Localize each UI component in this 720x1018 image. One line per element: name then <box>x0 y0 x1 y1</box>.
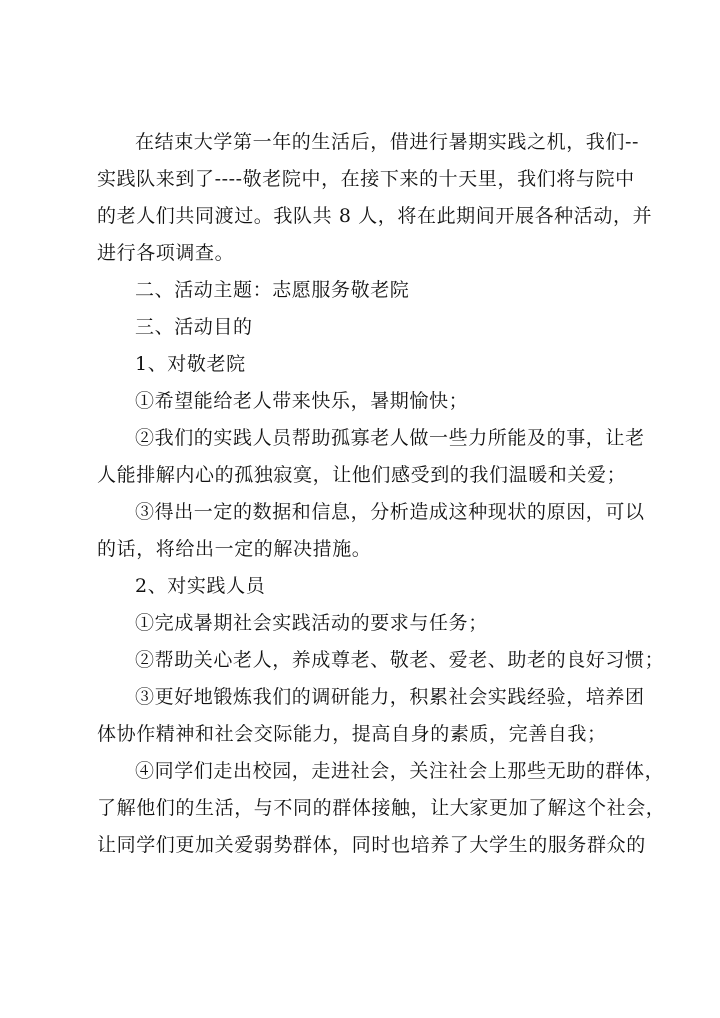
subheading-nursing-home: 1、对敬老院 <box>135 353 246 375</box>
practitioners-item-3-line-2: 体协作精神和社会交际能力，提高自身的素质，完善自我； <box>97 723 607 745</box>
practitioners-item-2: ②帮助关心老人，养成尊老、敬老、爱老、助老的良好习惯； <box>135 649 665 671</box>
section-heading-purpose: 三、活动目的 <box>135 316 253 338</box>
nursing-home-item-2 <box>97 420 657 494</box>
nursing-home-item-2-line-2: 人能排解内心的孤独寂寞，让他们感受到的我们温暖和关爱； <box>97 464 627 486</box>
nursing-home-item-3-line-2: 的话，将给出一定的解决措施。 <box>97 538 372 560</box>
nursing-home-item-1: ①希望能给老人带来快乐，暑期愉快； <box>135 390 469 412</box>
nursing-home-item-3 <box>97 494 657 568</box>
practitioners-item-4-line-2: 了解他们的生活，与不同的群体接触，让大家更加了解这个社会， <box>97 797 666 819</box>
subheading-practitioners: 2、对实践人员 <box>135 575 266 597</box>
nursing-home-item-3-line-1: ③得出一定的数据和信息，分析造成这种现状的原因，可以 <box>135 501 645 523</box>
nursing-home-item-2-line-1: ②我们的实践人员帮助孤寡老人做一些力所能及的事，让老 <box>135 427 645 449</box>
intro-line-2: 实践队来到了----敬老院中，在接下来的十天里，我们将与院中 <box>97 168 635 190</box>
practitioners-item-3-line-1: ③更好地锻炼我们的调研能力，积累社会实践经验，培养团 <box>135 686 645 708</box>
practitioners-item-1: ①完成暑期社会实践活动的要求与任务； <box>135 612 488 634</box>
intro-line-3: 的老人们共同渡过。我队共 8 人，将在此期间开展各种活动，并 <box>97 205 653 227</box>
intro-paragraph <box>97 124 657 272</box>
practitioners-item-4-line-1: ④同学们走出校园，走进社会，关注社会上那些无助的群体， <box>135 760 665 782</box>
practitioners-item-3 <box>97 679 657 753</box>
intro-line-4: 进行各项调查。 <box>97 242 235 264</box>
intro-line-1: 在结束大学第一年的生活后，借进行暑期实践之机，我们-- <box>135 131 640 153</box>
practitioners-item-4-line-3: 让同学们更加关爱弱势群体，同时也培养了大学生的服务群众的 <box>97 834 646 856</box>
practitioners-item-4 <box>97 753 666 864</box>
document-body <box>97 124 666 864</box>
section-heading-theme: 二、活动主题：志愿服务敬老院 <box>135 279 410 301</box>
